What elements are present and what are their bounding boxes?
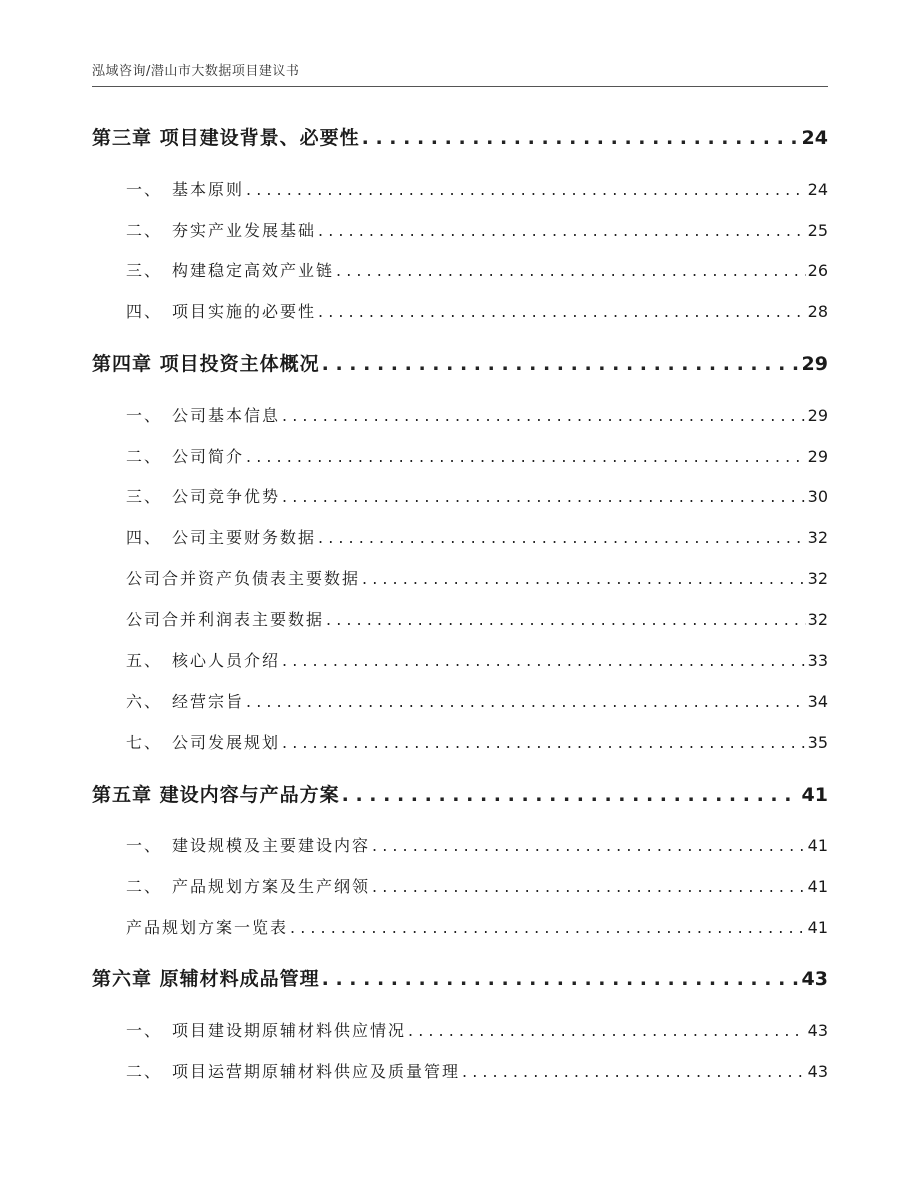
dot-leader	[246, 180, 806, 199]
toc-entry[interactable]	[126, 915, 828, 937]
toc-entry[interactable]	[126, 444, 828, 466]
entry-page-number: 29	[807, 406, 828, 425]
entry-page-number: 33	[807, 651, 828, 670]
entry-title: 核心人员介绍	[172, 651, 281, 670]
chapter-title: 第五章 建设内容与产品方案	[92, 784, 340, 806]
entry-page-number: 41	[807, 877, 828, 896]
dot-leader	[372, 836, 806, 855]
entry-page-number: 41	[807, 918, 828, 937]
entry-number: 二、	[126, 221, 163, 240]
page-header: 泓域咨询/潜山市大数据项目建议书	[92, 64, 300, 79]
entry-page-number: 30	[807, 487, 828, 506]
entry-title: 公司竞争优势	[172, 487, 281, 506]
entry-title: 建设规模及主要建设内容	[172, 836, 371, 855]
dot-leader	[318, 528, 806, 547]
toc-chapter-6[interactable]	[92, 964, 828, 990]
toc-entry[interactable]	[126, 607, 828, 629]
entry-page-number: 26	[807, 261, 828, 280]
entry-page-number: 35	[807, 733, 828, 752]
entry-number: 一、	[126, 836, 163, 855]
entry-page-number: 32	[807, 569, 828, 588]
entry-title: 夯实产业发展基础	[172, 221, 317, 240]
chapter-title: 第三章 项目建设背景、必要性	[92, 127, 360, 149]
dot-leader	[282, 487, 806, 506]
toc-entry[interactable]	[126, 525, 828, 547]
dot-leader	[408, 1021, 806, 1040]
chapter-page-number: 41	[801, 784, 828, 806]
entry-number: 二、	[126, 447, 163, 466]
toc-entry[interactable]	[126, 833, 828, 855]
dot-leader	[246, 692, 806, 711]
dot-leader	[318, 221, 806, 240]
toc-entry[interactable]	[126, 648, 828, 670]
dot-leader	[372, 877, 806, 896]
toc-entry[interactable]	[126, 258, 828, 280]
entry-title: 构建稳定高效产业链	[172, 261, 335, 280]
entry-number: 一、	[126, 180, 163, 199]
entry-page-number: 34	[807, 692, 828, 711]
entry-title: 公司主要财务数据	[172, 528, 317, 547]
dot-leader	[282, 651, 806, 670]
toc-entry[interactable]	[126, 566, 828, 588]
toc-entry[interactable]	[126, 730, 828, 752]
entry-number: 七、	[126, 733, 163, 752]
toc-chapter-3[interactable]	[92, 123, 828, 149]
dot-leader	[282, 406, 806, 425]
dot-leader	[322, 968, 800, 990]
toc-entry[interactable]	[126, 299, 828, 321]
toc-entry[interactable]	[126, 1018, 828, 1040]
toc-chapter-4[interactable]	[92, 349, 828, 375]
entry-title: 公司合并资产负债表主要数据	[126, 569, 361, 588]
entry-title: 公司合并利润表主要数据	[126, 610, 325, 629]
chapter-page-number: 29	[801, 353, 828, 375]
entry-page-number: 28	[807, 302, 828, 321]
dot-leader	[342, 784, 800, 806]
chapter-page-number: 43	[801, 968, 828, 990]
chapter-title: 第六章 原辅材料成品管理	[92, 968, 320, 990]
entry-title: 项目建设期原辅材料供应情况	[172, 1021, 407, 1040]
dot-leader	[326, 610, 806, 629]
toc-entry[interactable]	[126, 874, 828, 896]
entry-title: 公司基本信息	[172, 406, 281, 425]
dot-leader	[322, 353, 800, 375]
entry-page-number: 32	[807, 528, 828, 547]
dot-leader	[246, 447, 806, 466]
entry-title: 经营宗旨	[172, 692, 245, 711]
chapter-page-number: 24	[801, 127, 828, 149]
toc-entry[interactable]	[126, 689, 828, 711]
entry-page-number: 43	[807, 1021, 828, 1040]
dot-leader	[282, 733, 806, 752]
entry-page-number: 24	[807, 180, 828, 199]
entry-title: 项目运营期原辅材料供应及质量管理	[172, 1062, 461, 1081]
dot-leader	[290, 918, 806, 937]
entry-number: 三、	[126, 261, 163, 280]
entry-number: 一、	[126, 406, 163, 425]
toc-entry[interactable]	[126, 1059, 828, 1081]
entry-number: 五、	[126, 651, 163, 670]
dot-leader	[362, 569, 806, 588]
dot-leader	[336, 261, 806, 280]
entry-page-number: 29	[807, 447, 828, 466]
entry-page-number: 43	[807, 1062, 828, 1081]
entry-page-number: 32	[807, 610, 828, 629]
toc-entry[interactable]	[126, 177, 828, 199]
entry-title: 基本原则	[172, 180, 245, 199]
dot-leader	[318, 302, 806, 321]
chapter-title: 第四章 项目投资主体概况	[92, 353, 320, 375]
entry-number: 一、	[126, 1021, 163, 1040]
toc-chapter-5[interactable]	[92, 780, 828, 806]
entry-number: 四、	[126, 302, 163, 321]
entry-title: 公司简介	[172, 447, 245, 466]
entry-number: 二、	[126, 1062, 163, 1081]
entry-number: 六、	[126, 692, 163, 711]
toc-entry[interactable]	[126, 484, 828, 506]
entry-title: 公司发展规划	[172, 733, 281, 752]
entry-page-number: 41	[807, 836, 828, 855]
entry-title: 产品规划方案一览表	[126, 918, 289, 937]
entry-number: 三、	[126, 487, 163, 506]
toc-entry[interactable]	[126, 403, 828, 425]
dot-leader	[362, 127, 800, 149]
entry-title: 产品规划方案及生产纲领	[172, 877, 371, 896]
dot-leader	[462, 1062, 806, 1081]
toc-entry[interactable]	[126, 218, 828, 240]
entry-page-number: 25	[807, 221, 828, 240]
entry-title: 项目实施的必要性	[172, 302, 317, 321]
entry-number: 二、	[126, 877, 163, 896]
entry-number: 四、	[126, 528, 163, 547]
